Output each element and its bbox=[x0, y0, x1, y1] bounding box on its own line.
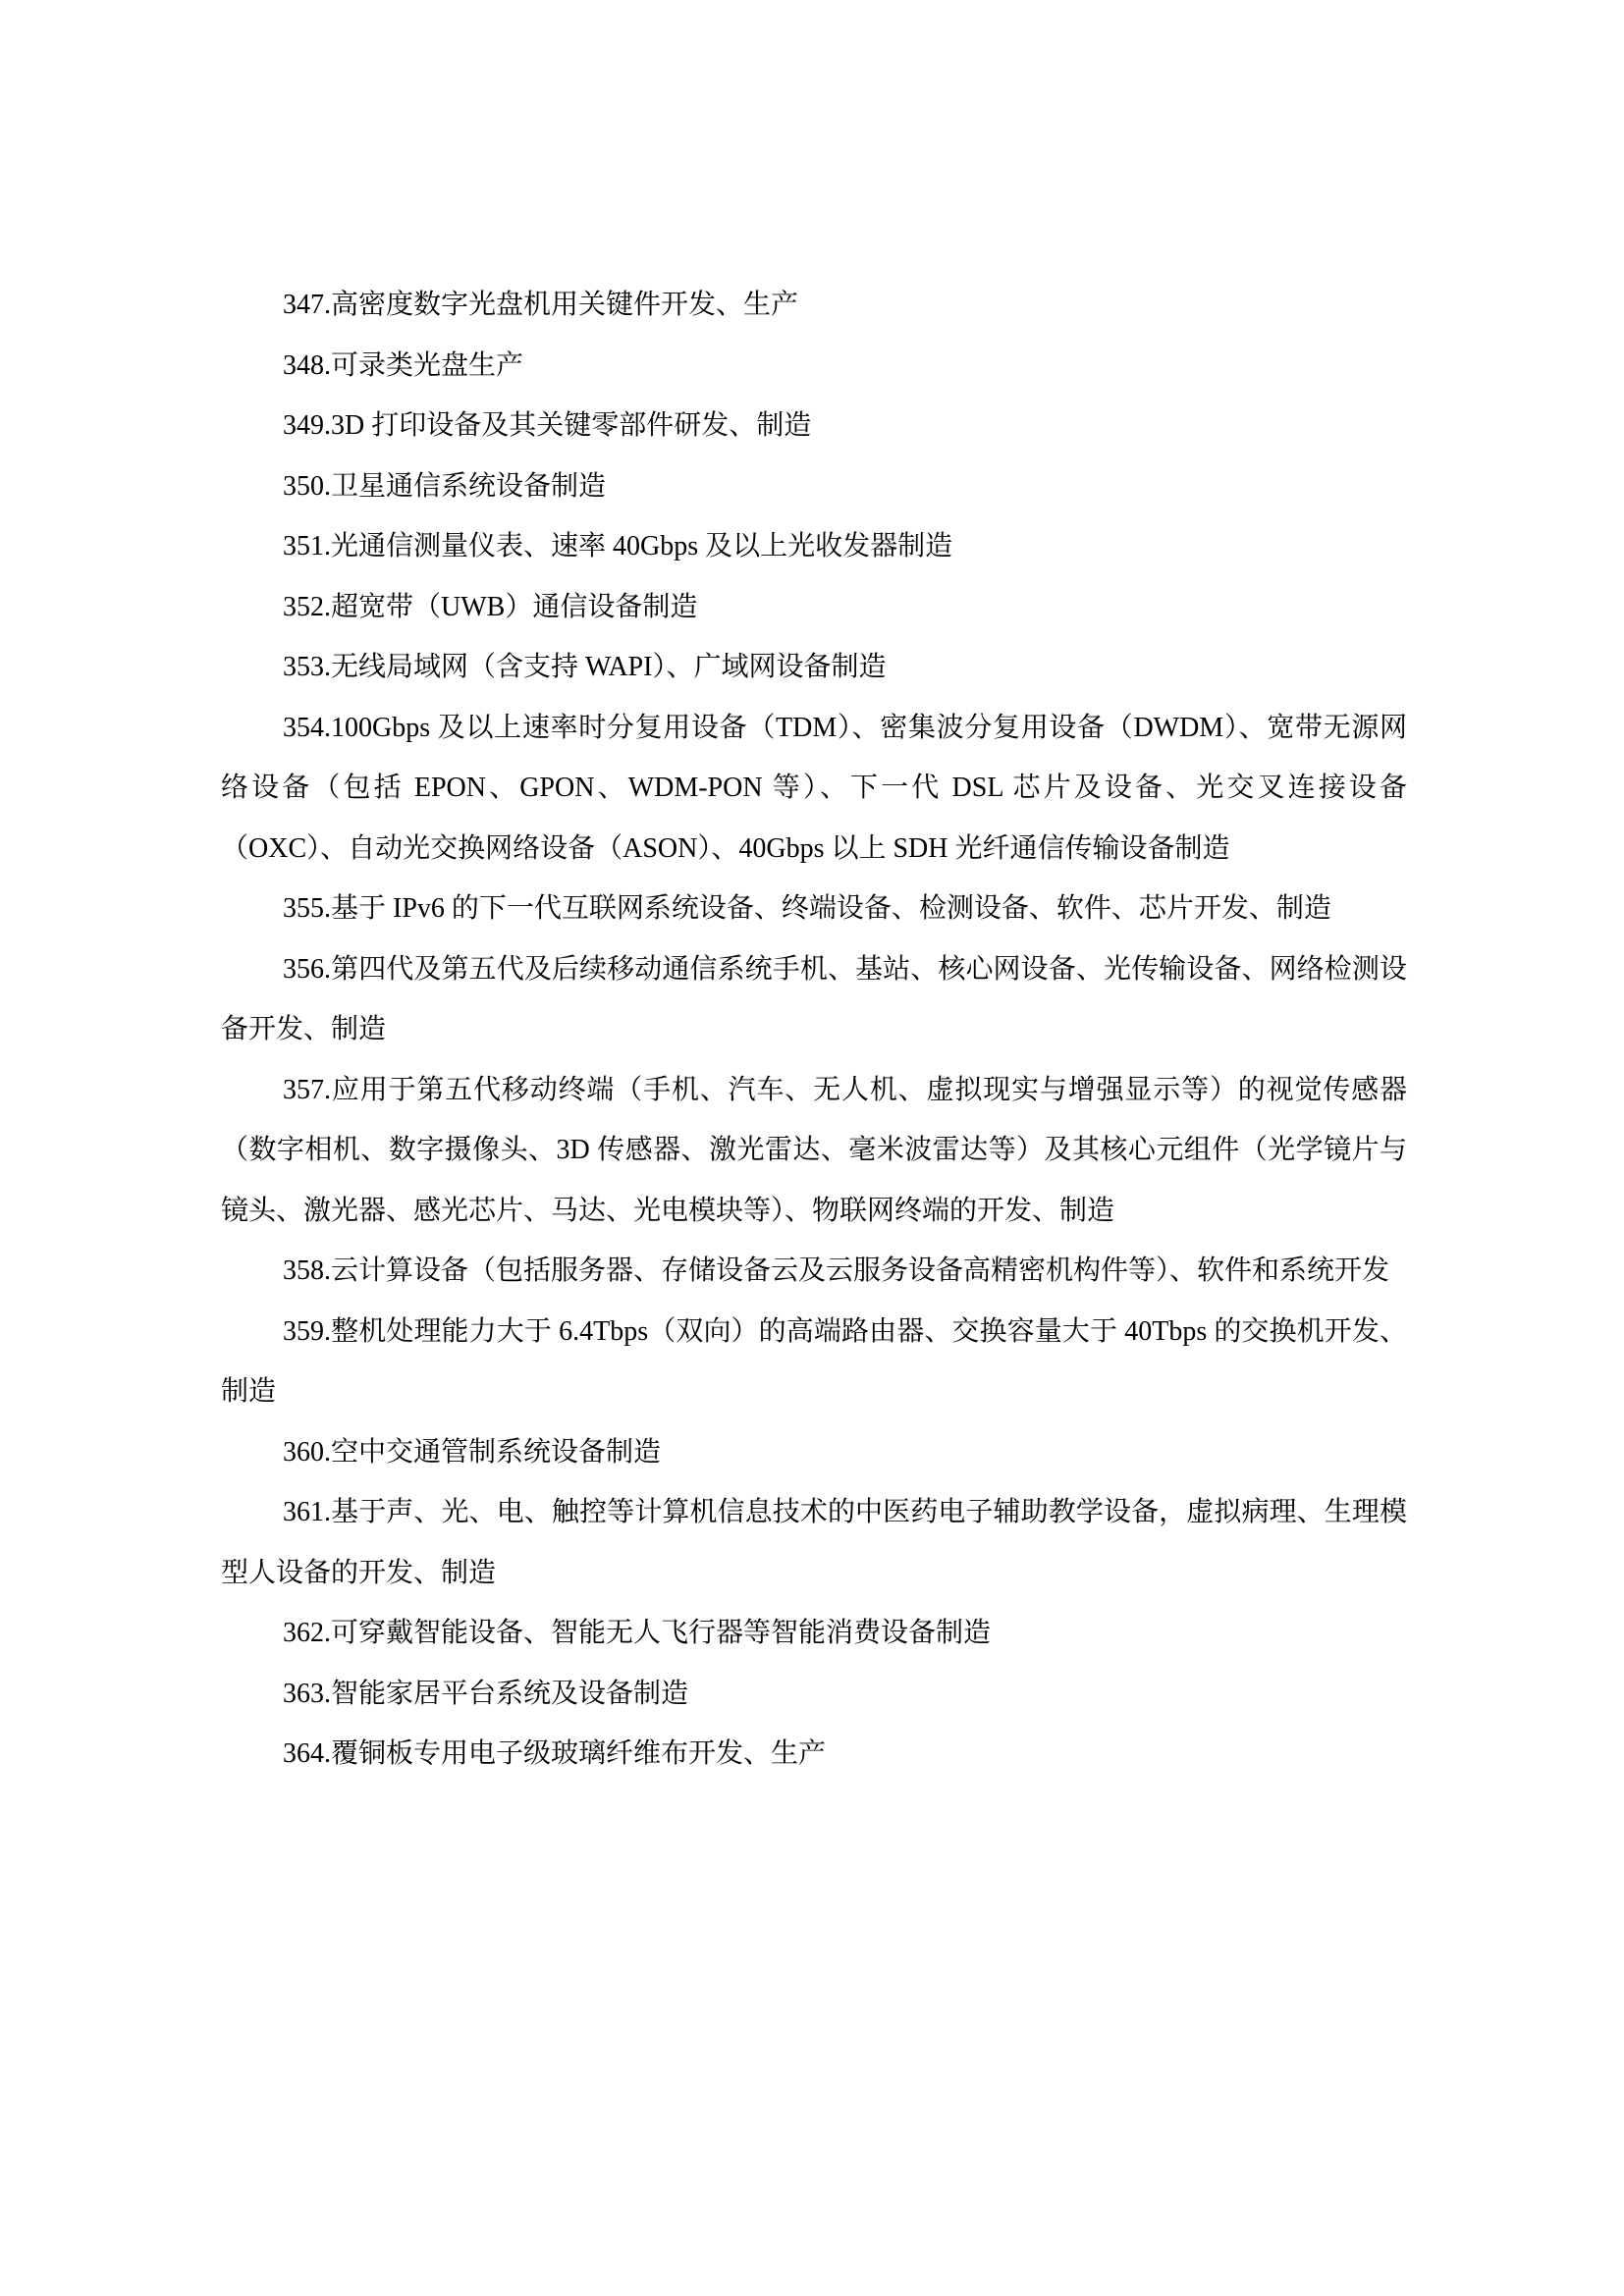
item-text: 100Gbps 及以上速率时分复用设备（TDM）、密集波分复用设备（DWDM）、宽带无源网络设备（包括 EPON、GPON、WDM-PON 等）、下一代 DSL 芯片及设备、光交叉连接设备（OXC）、自动光交换网络设备（ASON）、40Gbps 以上 SDH 光纤通信传输设备制造 bbox=[221, 712, 1407, 864]
item-text: 覆铜板专用电子级玻璃纤维布开发、生产 bbox=[331, 1738, 827, 1769]
item-text: 云计算设备（包括服务器、存储设备云及云服务设备高精密机构件等）、软件和系统开发 bbox=[331, 1255, 1390, 1286]
item-text: 无线局域网（含支持 WAPI）、广域网设备制造 bbox=[331, 652, 887, 682]
item-text: 卫星通信系统设备制造 bbox=[331, 470, 607, 502]
item-number: 352. bbox=[283, 591, 331, 622]
catalog-item-354 bbox=[221, 698, 1407, 880]
catalog-item-362 bbox=[221, 1603, 1407, 1664]
item-text: 应用于第五代移动终端（手机、汽车、无人机、虚拟现实与增强显示等）的视觉传感器（数字相机、数字摄像头、3D 传感器、激光雷达、毫米波雷达等）及其核心元组件（光学镜片与镜头、激光器、感光芯片、马达、光电模块等）、物联网终端的开发、制造 bbox=[221, 1074, 1407, 1226]
item-number: 353. bbox=[283, 652, 331, 682]
item-number: 354. bbox=[283, 712, 331, 743]
catalog-item-356 bbox=[221, 939, 1407, 1060]
catalog-item-347 bbox=[221, 275, 1407, 336]
item-text: 第四代及第五代及后续移动通信系统手机、基站、核心网设备、光传输设备、网络检测设备开发、制造 bbox=[221, 953, 1407, 1044]
item-number: 347. bbox=[283, 290, 331, 320]
catalog-item-357 bbox=[221, 1060, 1407, 1242]
item-text: 整机处理能力大于 6.4Tbps（双向）的高端路由器、交换容量大于 40Tbps 的交换机开发、制造 bbox=[221, 1315, 1407, 1407]
item-text: 光通信测量仪表、速率 40Gbps 及以上光收发器制造 bbox=[331, 531, 953, 561]
item-text: 基于 IPv6 的下一代互联网系统设备、终端设备、检测设备、软件、芯片开发、制造 bbox=[331, 893, 1331, 924]
catalog-item-363 bbox=[221, 1664, 1407, 1725]
item-text: 可穿戴智能设备、智能无人飞行器等智能消费设备制造 bbox=[331, 1618, 992, 1648]
item-number: 362. bbox=[283, 1618, 331, 1648]
catalog-item-351 bbox=[221, 516, 1407, 577]
item-text: 基于声、光、电、触控等计算机信息技术的中医药电子辅助教学设备，虚拟病理、生理模型人设备的开发、制造 bbox=[221, 1497, 1407, 1588]
item-number: 357. bbox=[283, 1074, 331, 1105]
catalog-item-358 bbox=[221, 1241, 1407, 1302]
item-number: 363. bbox=[283, 1678, 331, 1709]
item-number: 364. bbox=[283, 1738, 331, 1769]
item-text: 空中交通管制系统设备制造 bbox=[331, 1436, 662, 1468]
catalog-item-359 bbox=[221, 1302, 1407, 1422]
catalog-item-348 bbox=[221, 336, 1407, 397]
item-text: 高密度数字光盘机用关键件开发、生产 bbox=[331, 290, 799, 320]
item-number: 356. bbox=[283, 953, 331, 985]
item-number: 358. bbox=[283, 1255, 331, 1286]
item-number: 359. bbox=[283, 1315, 331, 1347]
catalog-item-352 bbox=[221, 577, 1407, 638]
catalog-item-349 bbox=[221, 396, 1407, 456]
item-number: 355. bbox=[283, 893, 331, 924]
item-text: 超宽带（UWB）通信设备制造 bbox=[331, 591, 698, 622]
item-text: 可录类光盘生产 bbox=[331, 349, 524, 381]
catalog-item-355 bbox=[221, 879, 1407, 939]
item-number: 349. bbox=[283, 410, 331, 441]
item-number: 351. bbox=[283, 531, 331, 561]
item-number: 350. bbox=[283, 470, 331, 502]
catalog-item-364 bbox=[221, 1724, 1407, 1785]
item-number: 348. bbox=[283, 349, 331, 381]
item-number: 360. bbox=[283, 1436, 331, 1468]
catalog-item-361 bbox=[221, 1482, 1407, 1603]
catalog-item-353 bbox=[221, 637, 1407, 698]
item-number: 361. bbox=[283, 1497, 331, 1527]
catalog-item-350 bbox=[221, 456, 1407, 517]
catalog-item-360 bbox=[221, 1422, 1407, 1483]
item-text: 3D 打印设备及其关键零部件研发、制造 bbox=[331, 410, 812, 441]
item-text: 智能家居平台系统及设备制造 bbox=[331, 1678, 689, 1709]
catalog-item-list bbox=[221, 275, 1407, 1785]
